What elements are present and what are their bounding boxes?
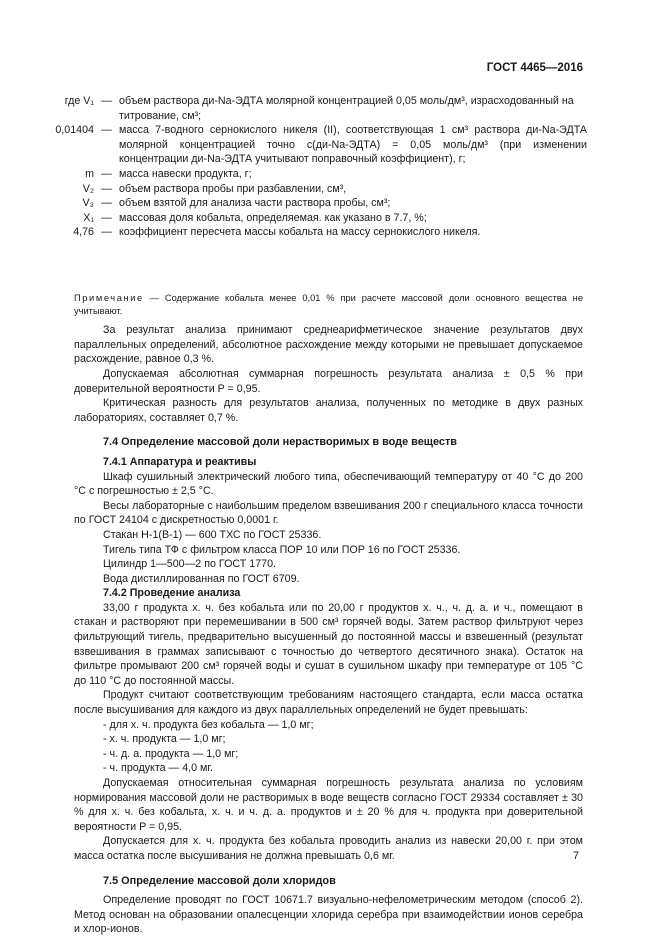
subsection-heading-7-4-2: 7.4.2 Проведение анализа <box>103 587 241 600</box>
definition-label: 4,76 <box>73 226 94 239</box>
paragraph: Шкаф сушильный электрический любого типа, обеспечивающий температуру от 40 °С до 200 °С с погрешностью ± 2,5 °С. <box>74 470 583 498</box>
main-content <box>74 292 583 937</box>
note <box>74 292 583 317</box>
note-text: — Содержание кобальта менее 0,01 % при расчете массовой доли основного вещества не учитывают. <box>74 293 583 316</box>
definition-label: V₃ <box>82 197 94 210</box>
list-item: - для х. ч. продукта без кобальта — 1,0 мг; <box>103 718 314 731</box>
definition-text: масса навески продукта, г; <box>119 167 252 180</box>
paragraph: За результат анализа принимают среднеарифметическое значение результатов двух параллельных определений, абсолютное расхождение между которыми не превышает допускаемое расхождение, равное 0,3 %. <box>74 324 583 366</box>
list-item: - х. ч. продукта — 1,0 мг; <box>103 733 226 746</box>
subsection-heading-7-4-1: 7.4.1 Аппаратура и реактивы <box>103 455 257 468</box>
definition-label: X₁ <box>83 211 94 224</box>
document-header: ГОСТ 4465—2016 <box>486 62 583 74</box>
paragraph: Вода дистиллированная по ГОСТ 6709. <box>103 572 300 585</box>
definition-label: m <box>85 167 94 180</box>
definition-row: где V₁ — объем раствора ди-Na-ЭДТА молярной концентрацией 0,05 моль/дм³, израсходованный на <box>47 94 587 109</box>
definition-label: где V₁ <box>64 95 94 107</box>
definition-text: объем взятой для анализа части раствора пробы, см³; <box>119 197 391 210</box>
paragraph: Цилиндр 1—500—2 по ГОСТ 1770. <box>103 558 277 571</box>
paragraph: Допускаемая относительная суммарная погрешность результата анализа по условиям нормирования массовой доли не растворимых в воде веществ согласно ГОСТ 29334 составляет ± 30 % для х. ч. без кобальта, х. ч. и ч. д. а. продуктов и ± 20 % для ч. продукта при доверительной вероятности P = 0,95. <box>74 777 583 833</box>
definition-text-cont: титрование, см³; <box>119 109 202 122</box>
section-heading-7-4: 7.4 Определение массовой доли нерастворимых в воде веществ <box>103 436 457 449</box>
paragraph: Допускаемая абсолютная суммарная погрешность результата анализа ± 0,5 % при доверительной вероятности P = 0,95. <box>74 367 583 395</box>
definition-text: объем раствора пробы при разбавлении, см³, <box>119 182 347 195</box>
paragraph: Стакан Н-1(В-1) — 600 ТХС по ГОСТ 25336. <box>103 528 322 541</box>
definition-row: m — масса навески продукта, г; <box>47 167 587 182</box>
definition-row: V₃ — объем взятой для анализа части раствора пробы, см³; <box>47 196 587 211</box>
definition-text: массовая доля кобальта, определяемая. как указано в 7.7, %; <box>119 211 427 224</box>
list-item: - ч. продукта — 4,0 мг. <box>103 762 213 775</box>
paragraph: Допускается для х. ч. продукта без кобальта проводить анализ из навески 20,00 г. при этом масса остатка после высушивания не должна превышать 0,6 мг. <box>74 835 583 862</box>
section-heading-7-5: 7.5 Определение массовой доли хлоридов <box>103 874 336 887</box>
definition-label: 0,01404 <box>55 124 94 137</box>
definition-row: 0,01404 — масса 7-водного сернокислого никеля (II), соответствующая 1 см³ раствора ди-Na-ЭДТА молярной концентрацией точно с(ди-Na-ЭДТА) = 0,05 моль/дм³ (при изменении концентрации ди-Na-ЭДТА учитывают поправочный коэффициент), г; <box>47 123 587 167</box>
definition-row: 4,76 — коэффициент пересчета массы кобальта на массу сернокислого никеля. <box>47 225 587 240</box>
definition-text: объем раствора ди-Na-ЭДТА молярной концентрацией 0,05 моль/дм³, израсходованный на <box>119 95 574 107</box>
definition-row-continuation <box>47 109 587 124</box>
paragraph: Весы лабораторные с наибольшим пределом взвешивания 200 г специального класса точности по ГОСТ 24104 с дискретностью 0,0001 г. <box>74 499 583 527</box>
definition-text: коэффициент пересчета массы кобальта на массу сернокислого никеля. <box>119 226 481 239</box>
paragraph: Тигель типа ТФ с фильтром класса ПОР 10 или ПОР 16 по ГОСТ 25336. <box>103 543 461 556</box>
definition-text: масса 7-водного сернокислого никеля (II), соответствующая 1 см³ раствора ди-Na-ЭДТА молярной концентрацией точно с(ди-Na-ЭДТА) = 0,05 моль/дм³ (при изменении концентрации ди-Na-ЭДТА учитывают поправочный коэффициент), г; <box>119 124 587 166</box>
paragraph: 33,00 г продукта х. ч. без кобальта или по 20,00 г продуктов х. ч., ч. д. а. и ч., помещают в стакан и растворяют при перемешивании в 500 см³ горячей воды. Затем раствор фильтруют через фильтрующий тигель, предварительно высушенный до постоянной массы и взвешенный (результат взвешивания в граммах записывают с точностью до четвертого десятичного знака). Остаток на фильтре промывают 200 см³ горячей воды и сушат в сушильном шкафу при температуре от 105 °С до 110 °С до постоянной массы. <box>74 601 583 687</box>
paragraph: Определение проводят по ГОСТ 10671.7 визуально-нефелометрическим методом (способ 2). Метод основан на образовании опалесценции хлорида серебра при взаимодействии ионов серебра и хлор-ионов. <box>74 894 583 936</box>
variable-definitions <box>47 94 587 240</box>
paragraph: Критическая разность для результатов анализа, полученных по методике в двух разных лабораториях, составляет 0,7 %. <box>74 397 583 424</box>
note-prefix: Примечание <box>74 293 144 303</box>
definition-row: V₂ — объем раствора пробы при разбавлении, см³, <box>47 182 587 197</box>
page-number: 7 <box>573 850 579 862</box>
definition-label: V₂ <box>82 182 94 195</box>
list-item: - ч. д. а. продукта — 1,0 мг; <box>103 747 239 760</box>
paragraph: Продукт считают соответствующим требованиям настоящего стандарта, если масса остатка после высушивания для каждого из двух параллельных определений не будет превышать: <box>74 689 583 717</box>
definition-row: X₁ — массовая доля кобальта, определяемая. как указано в 7.7, %; <box>47 211 587 226</box>
